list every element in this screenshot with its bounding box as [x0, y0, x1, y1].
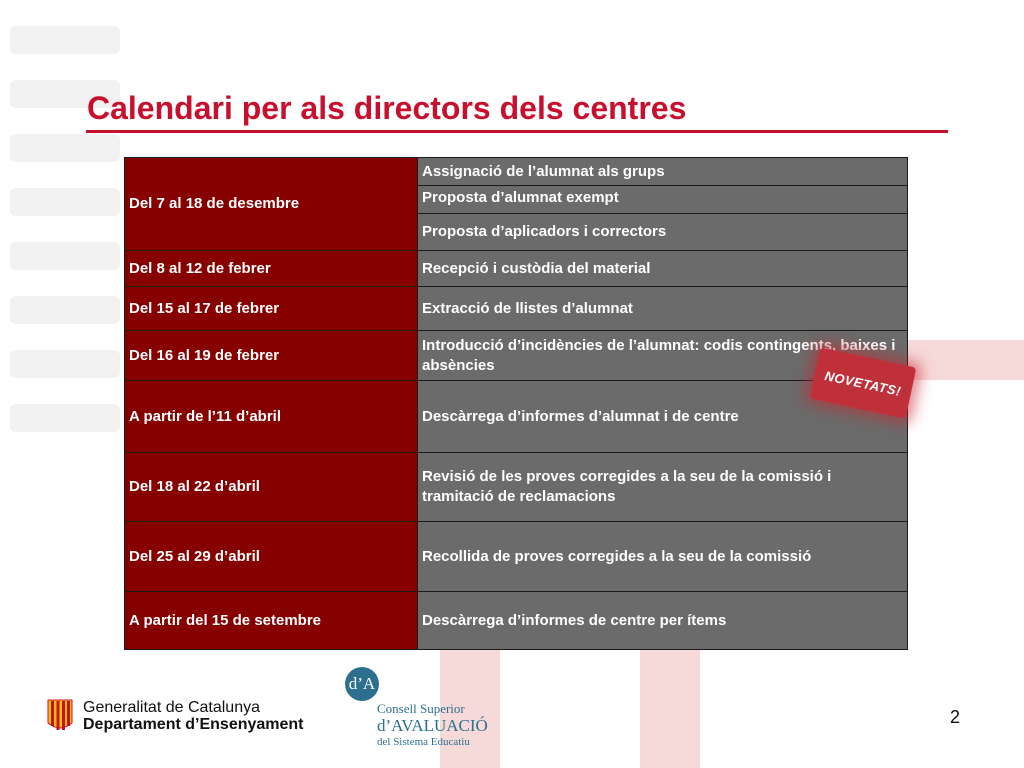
activity-cell: Revisió de les proves corregides a la seu de la comissió i tramitació de reclamacions — [418, 453, 908, 522]
date-cell: Del 18 al 22 d’abril — [125, 453, 418, 522]
date-cell: Del 16 al 19 de febrer — [125, 331, 418, 381]
department-name: Departament d’Ensenyament — [83, 716, 304, 733]
consell-emblem-icon: d’A — [345, 667, 379, 701]
page-number: 2 — [950, 707, 961, 727]
activity-cell: Extracció de llistes d’alumnat — [418, 287, 908, 331]
date-cell: A partir del 15 de setembre — [125, 592, 418, 650]
background-watermark-shape — [640, 640, 700, 768]
activity-cell: Recollida de proves corregides a la seu de la comissió — [418, 522, 908, 592]
consell-line1: Consell Superior — [377, 701, 465, 716]
table-row — [125, 522, 908, 592]
table-row — [125, 331, 908, 381]
background-watermark-shape — [908, 340, 1024, 380]
consell-line2: d’AVALUACIÓ — [377, 716, 488, 735]
activity-cell: Descàrrega d’informes d’alumnat i de centre — [418, 381, 908, 453]
table-row — [125, 158, 908, 186]
consell-line3: del Sistema Educatiu — [377, 736, 470, 748]
generalitat-name: Generalitat de Catalunya — [83, 699, 260, 716]
generalitat-emblem-icon — [47, 699, 73, 733]
consell-superior-logo — [345, 667, 488, 753]
activity-cell: Introducció d’incidències de l’alumnat: codis contingents, baixes i absències — [418, 331, 908, 381]
table-row — [125, 592, 908, 650]
activity-cell: Proposta d’aplicadors i correctors — [418, 214, 908, 251]
date-cell: Del 8 al 12 de febrer — [125, 251, 418, 287]
table-row — [125, 251, 908, 287]
generalitat-logo — [47, 698, 337, 734]
table-row — [125, 287, 908, 331]
title-underline — [86, 130, 948, 133]
table-row — [125, 453, 908, 522]
schedule-table — [124, 157, 908, 650]
activity-cell: Recepció i custòdia del material — [418, 251, 908, 287]
date-cell: A partir de l’11 d’abril — [125, 381, 418, 453]
date-cell: Del 25 al 29 d’abril — [125, 522, 418, 592]
activity-cell: Assignació de l’alumnat als grups — [418, 158, 908, 186]
table-row — [125, 381, 908, 453]
activity-cell: Proposta d’alumnat exempt — [418, 186, 908, 214]
badge-label: NOVETATS! — [823, 367, 903, 399]
date-cell: Del 7 al 18 de desembre — [125, 158, 418, 251]
activity-cell: Descàrrega d’informes de centre per ítems — [418, 592, 908, 650]
slide-title: Calendari per als directors dels centres — [87, 90, 687, 126]
date-cell: Del 15 al 17 de febrer — [125, 287, 418, 331]
